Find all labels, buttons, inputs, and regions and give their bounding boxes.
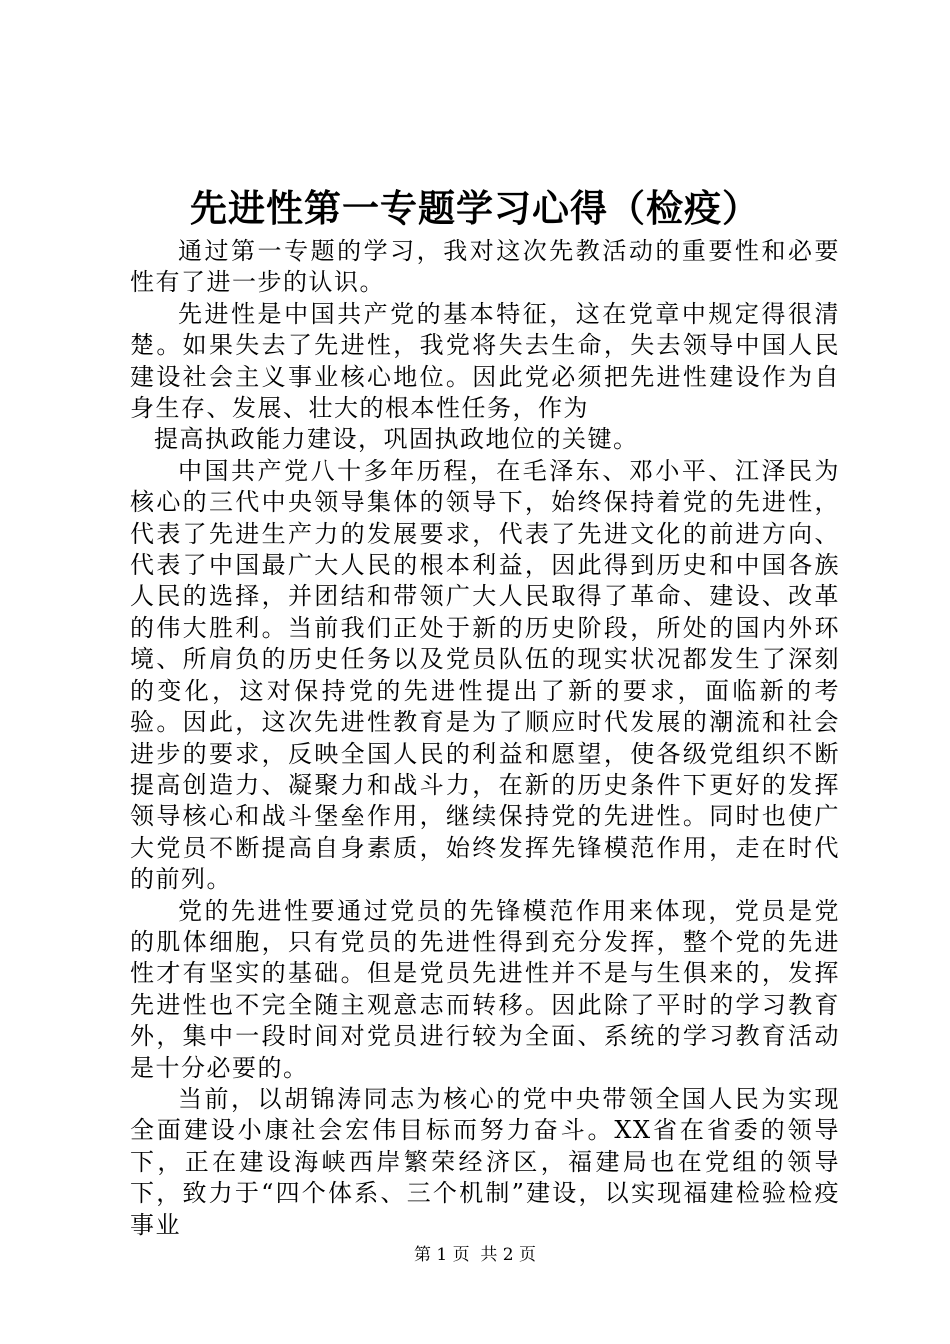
paragraph-5: 党的先进性要通过党员的先锋模范作用来体现，党员是党的肌体细胞，只有党员的先进性得到充分发挥，整个党的先进性才有坚实的基础。但是党员先进性并不是与生俱来的，发挥先进性也不完全随主观意志而转移。因此除了平时的学习教育外，集中一段时间对党员进行较为全面、系统的学习教育活动是十分必要的。 bbox=[130, 896, 840, 1082]
paragraph-1: 通过第一专题的学习，我对这次先教活动的重要性和必要性有了进一步的认识。 bbox=[130, 237, 840, 297]
paragraph-6: 当前，以胡锦涛同志为核心的党中央带领全国人民为实现全面建设小康社会宏伟目标而努力奋斗。XX省在省委的领导下，正在建设海峡西岸繁荣经济区，福建局也在党组的领导下，致力于“四个体系、三个机制”建设，以实现福建检验检疫事业 bbox=[130, 1084, 840, 1239]
paragraph-3: 提高执政能力建设，巩固执政地位的关键。 bbox=[154, 425, 639, 454]
paragraph-2: 先进性是中国共产党的基本特征，这在党章中规定得很清楚。如果失去了先进性，我党将失去生命，失去领导中国人民建设社会主义事业核心地位。因此党必须把先进性建设作为自身生存、发展、壮大的根本性任务，作为 bbox=[130, 299, 840, 423]
page-number-footer: 第 1 页 共 2 页 bbox=[413, 1245, 537, 1265]
paragraph-4: 中国共产党八十多年历程，在毛泽东、邓小平、江泽民为核心的三代中央领导集体的领导下，始终保持着党的先进性，代表了先进生产力的发展要求，代表了先进文化的前进方向、代表了中国最广大人民的根本利益，因此得到历史和中国各族人民的选择，并团结和带领广大人民取得了革命、建设、改革的伟大胜利。当前我们正处于新的历史阶段，所处的国内外环境、所肩负的历史任务以及党员队伍的现实状况都发生了深刻的变化，这对保持党的先进性提出了新的要求，面临新的考验。因此，这次先进性教育是为了顺应时代发展的潮流和社会进步的要求，反映全国人民的利益和愿望，使各级党组织不断提高创造力、凝聚力和战斗力，在新的历史条件下更好的发挥领导核心和战斗堡垒作用，继续保持党的先进性。同时也使广大党员不断提高自身素质，始终发挥先锋模范作用，走在时代的前列。 bbox=[130, 456, 840, 894]
document-body bbox=[130, 236, 840, 1241]
document-title: 先进性第一专题学习心得（检疫） bbox=[190, 186, 760, 230]
